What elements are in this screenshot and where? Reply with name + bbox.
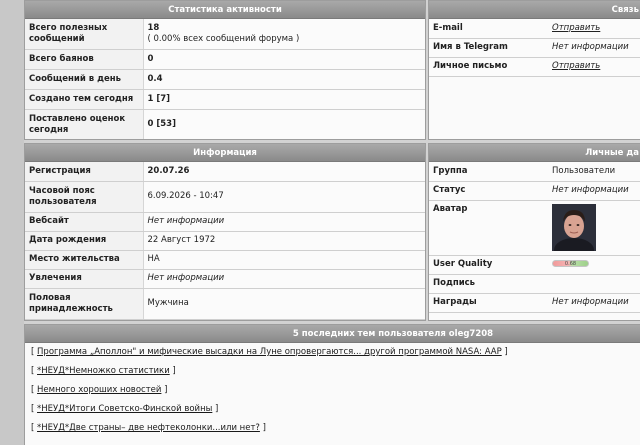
contact-row [429,57,640,76]
personal-row [429,200,640,255]
personal-table [429,162,640,313]
topic-link[interactable]: Немного хороших новостей [37,385,162,395]
activity-title: Статистика активности [25,1,425,19]
activity-value: 0.4 [143,69,425,89]
avatar-portrait [552,204,596,251]
activity-row [25,49,425,69]
last-topics-panel [24,324,640,445]
info-label: Половая принадлежность [25,288,143,319]
activity-panel [24,0,426,140]
topic-item: [ *НЕУД*Итоги Советско-Финской войны ] [31,404,219,414]
activity-label: Поставлено оценок сегодня [25,109,143,140]
email-send-link-text[interactable]: Отправить [552,22,601,33]
useful-posts-percent: ( 0.00% всех сообщений форума ) [147,33,300,44]
hobbies-value: Нет информации [143,269,425,288]
activity-table [25,19,425,140]
topic-link[interactable]: *НЕУД*Немножко статистики [37,366,170,376]
quality-label: User Quality [429,255,548,274]
useful-posts-count: 18 [147,22,160,33]
info-row [25,162,425,181]
last-topics-title: 5 последних тем пользователя oleg7208 [25,325,640,343]
info-row [25,269,425,288]
contacts-title: Связь [429,1,640,19]
activity-row [25,89,425,109]
info-label: Место жительства [25,250,143,269]
personal-row [429,162,640,181]
topic-item: [ Программа „Аполлон" и мифические высадки на Луне опровергаются... другой программой NASA: AAP ] [31,347,508,357]
activity-label: Всего полезных сообщений [25,19,143,49]
contact-row [429,19,640,38]
personal-row [429,293,640,312]
activity-row [25,19,425,49]
contact-label: Имя в Telegram [429,38,548,57]
contact-row [429,38,640,57]
topic-link[interactable]: *НЕУД*Две страны– две нефтеколонки...или нет? [37,423,260,433]
activity-label: Создано тем сегодня [25,89,143,109]
awards-label: Награды [429,293,548,312]
activity-label: Всего баянов [25,49,143,69]
topic-link[interactable]: *НЕУД*Итоги Советско-Финской войны [37,404,213,414]
topic-item: [ *НЕУД*Немножко статистики ] [31,366,176,376]
signature-value [548,274,640,293]
group-value: Пользователи [548,162,640,181]
contact-label: E-mail [429,19,548,38]
awards-value: Нет информации [548,293,640,312]
registration-date: 20.07.26 [143,162,425,181]
info-row [25,288,425,319]
activity-row [25,109,425,140]
topics-list [25,343,640,438]
avatar-label: Аватар [429,200,548,255]
personal-row [429,181,640,200]
info-panel [24,143,426,321]
quality-bar [552,260,589,267]
activity-label: Сообщений в день [25,69,143,89]
location-value: НА [143,250,425,269]
left-margin [0,0,24,445]
user-local-time: 6.09.2026 - 10:47 [143,181,425,212]
topic-item: [ Немного хороших новостей ] [31,385,168,395]
status-value: Нет информации [548,181,640,200]
contacts-panel [428,0,640,140]
activity-value: 0 [53] [143,109,425,140]
personal-row [429,255,640,274]
quality-value: 0.68 [564,261,577,267]
info-row [25,181,425,212]
group-label: Группа [429,162,548,181]
personal-row [429,274,640,293]
info-label: Регистрация [25,162,143,181]
birthday-value: 22 Август 1972 [143,231,425,250]
info-label: Дата рождения [25,231,143,250]
status-label: Статус [429,181,548,200]
info-label: Часовой пояс пользователя [25,181,143,212]
contacts-table [429,19,640,77]
info-row [25,231,425,250]
info-label: Вебсайт [25,212,143,231]
activity-value: 1 [7] [143,89,425,109]
contact-value: Нет информации [548,38,640,57]
info-row [25,250,425,269]
signature-label: Подпись [429,274,548,293]
info-table [25,162,425,320]
avatar [552,204,596,251]
activity-row [25,69,425,89]
avatar-cell [548,200,640,255]
info-row [25,212,425,231]
gender-value: Мужчина [143,288,425,319]
personal-panel [428,143,640,321]
activity-value: 0 [143,49,425,69]
topic-item: [ *НЕУД*Две страны– две нефтеколонки...или нет? ] [31,423,266,433]
activity-value [143,19,425,49]
topic-link[interactable]: Программа „Аполлон" и мифические высадки на Луне опровергаются... другой программой NASA: AAP [37,347,502,357]
pm-send-link[interactable] [548,57,640,76]
quality-cell [548,255,640,274]
info-title: Информация [25,144,425,162]
website-value: Нет информации [143,212,425,231]
pm-send-link-text[interactable]: Отправить [552,61,601,71]
email-send-link[interactable] [548,19,640,38]
info-label: Увлечения [25,269,143,288]
contact-label: Личное письмо [429,57,548,76]
personal-title: Личные да [429,144,640,162]
